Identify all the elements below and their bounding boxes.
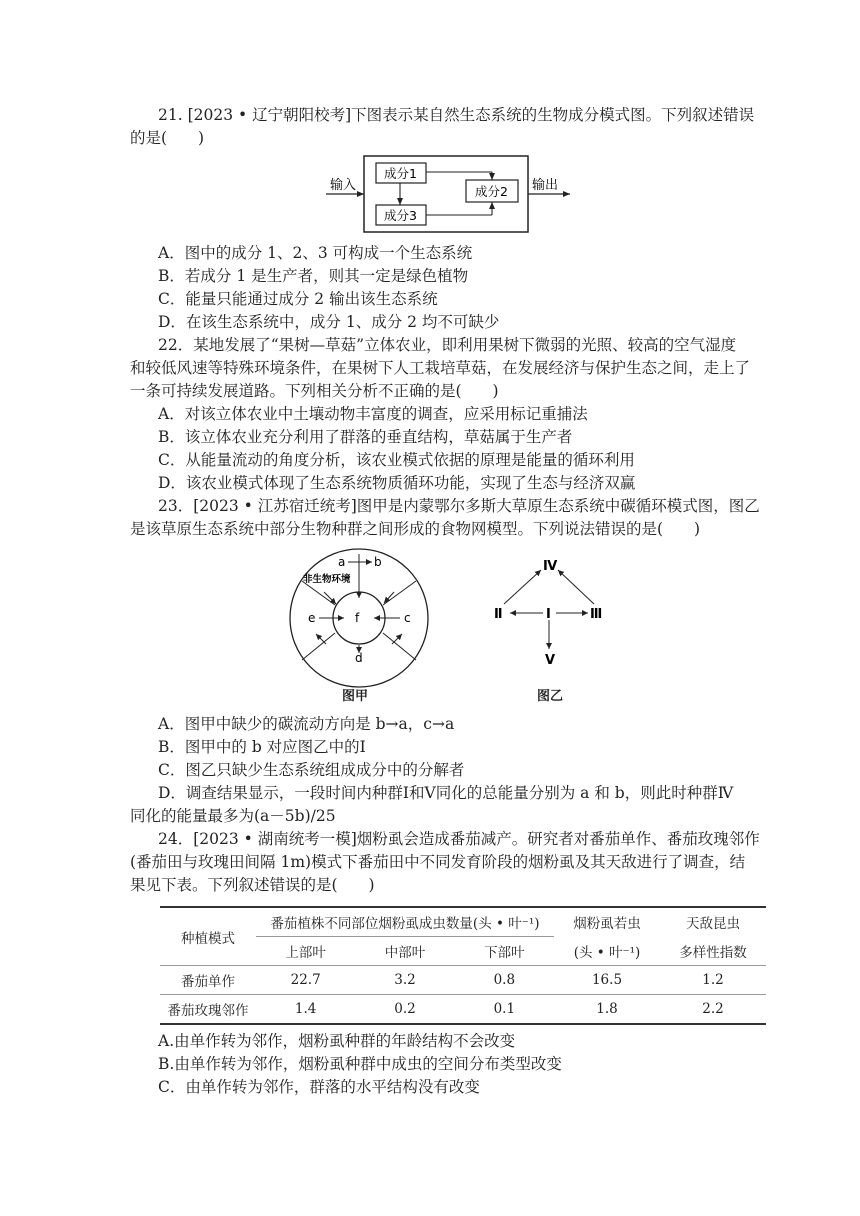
- node-e: e: [308, 611, 316, 625]
- node-a: a: [338, 555, 346, 569]
- component-2: 成分2: [475, 184, 508, 199]
- figure-a-carbon-cycle: [286, 548, 446, 708]
- header-enemy-line2: 多样性指数: [660, 937, 766, 966]
- node-f: f: [355, 611, 360, 625]
- table-row: [160, 995, 766, 1025]
- row-upper: 1.4: [256, 995, 355, 1025]
- table-row: [160, 966, 766, 995]
- header-upper-leaf: 上部叶: [256, 937, 355, 966]
- population-III: Ⅲ: [590, 607, 603, 622]
- population-I: Ⅰ: [546, 607, 551, 622]
- row-upper: 22.7: [256, 966, 355, 995]
- header-nymph-line2: (头 • 叶⁻¹): [554, 937, 660, 966]
- row-nymph: 16.5: [554, 966, 660, 995]
- q23-option-b: B．图甲中的 b 对应图乙中的Ⅰ: [158, 738, 366, 756]
- row-mode: 番茄单作: [160, 966, 256, 995]
- row-enemy: 1.2: [660, 966, 766, 995]
- q22-stem-line3: 一条可持续发展道路。下列相关分析不正确的是( ): [130, 382, 499, 400]
- population-II: Ⅱ: [494, 607, 503, 622]
- node-b: b: [374, 555, 382, 569]
- row-lower: 0.8: [455, 966, 554, 995]
- whitefly-survey-table: [160, 906, 766, 1025]
- header-nymph-line1: 烟粉虱若虫: [554, 907, 660, 937]
- q23-option-c: C．图乙只缺少生态系统组成成分中的分解者: [158, 761, 465, 779]
- diagram-output-label: 输出: [532, 178, 559, 193]
- header-enemy-line1: 天敌昆虫: [660, 907, 766, 937]
- q21-option-d: D．在该生态系统中，成分 1、成分 2 均不可缺少: [158, 313, 500, 331]
- header-adult-count: 番茄植株不同部位烟粉虱成虫数量(头 • 叶⁻¹): [256, 907, 554, 937]
- q22-option-a: A．对该立体农业中土壤动物丰富度的调查，应采用标记重捕法: [158, 405, 588, 423]
- q21-stem-line2: 的是( ): [130, 129, 205, 147]
- population-IV: Ⅳ: [543, 559, 558, 574]
- row-middle: 0.2: [355, 995, 454, 1025]
- q23-option-a: A．图甲中缺少的碳流动方向是 b→a，c→a: [158, 715, 455, 733]
- q24-stem-line3: 果见下表。下列叙述错误的是( ): [130, 876, 375, 894]
- q22-stem-line1: 22．某地发展了“果树—草菇”立体农业，即利用果树下微弱的光照、较高的空气湿度: [158, 336, 737, 354]
- q22-stem-line2: 和较低风速等特殊环境条件，在果树下人工栽培草菇，在发展经济与保护生态之间，走上了: [130, 359, 751, 377]
- q24-option-a: A.由单作转为邻作，烟粉虱种群的年龄结构不会改变: [158, 1032, 516, 1050]
- q21-option-c: C．能量只能通过成分 2 输出该生态系统: [158, 290, 438, 308]
- non-biotic-environment-label: 非生物环境: [303, 574, 351, 585]
- q21-option-a: A．图中的成分 1、2、3 可构成一个生态系统: [158, 244, 473, 262]
- figure-a-caption: 图甲: [342, 689, 369, 704]
- row-lower: 0.1: [455, 995, 554, 1025]
- diagram-input-label: 输入: [330, 178, 357, 193]
- q22-option-c: C．从能量流动的角度分析，该农业模式依据的原理是能量的循环利用: [158, 451, 635, 469]
- q24-stem-line1: 24．[2023 • 湖南统考一模]烟粉虱会造成番茄减产。研究者对番茄单作、番茄玫瑰邻作: [158, 830, 760, 848]
- q23-option-d-line1: D．调查结果显示，一段时间内种群Ⅰ和Ⅴ同化的总能量分别为 a 和 b，则此时种群Ⅳ: [158, 784, 734, 802]
- node-d: d: [355, 651, 363, 665]
- row-nymph: 1.8: [554, 995, 660, 1025]
- q23-option-d-line2: 同化的能量最多为(a－5b)/25: [130, 807, 336, 825]
- row-mode: 番茄玫瑰邻作: [160, 995, 256, 1025]
- row-enemy: 2.2: [660, 995, 766, 1025]
- q22-option-b: B．该立体农业充分利用了群落的垂直结构，草菇属于生产者: [158, 428, 573, 446]
- q24-option-b: B.由单作转为邻作，烟粉虱种群中成虫的空间分布类型改变: [158, 1055, 562, 1073]
- q23-stem-line2: 是该草原生态系统中部分生物种群之间形成的食物网模型。下列说法错误的是( ): [130, 520, 701, 538]
- header-lower-leaf: 下部叶: [455, 937, 554, 966]
- population-V: Ⅴ: [545, 653, 556, 668]
- q24-option-c: C．由单作转为邻作，群落的水平结构没有改变: [158, 1078, 480, 1096]
- component-1: 成分1: [384, 166, 417, 181]
- q24-stem-line2: (番茄田与玫瑰田间隔 1m)模式下番茄田中不同发育阶段的烟粉虱及其天敌进行了调查，结: [130, 853, 746, 871]
- figure-b-caption: 图乙: [537, 689, 564, 704]
- node-c: c: [404, 611, 411, 625]
- q21-option-b: B．若成分 1 是生产者，则其一定是绿色植物: [158, 267, 469, 285]
- q21-stem-line1: 21. [2023 • 辽宁朝阳校考]下图表示某自然生态系统的生物成分模式图。下列叙述错误: [158, 106, 755, 124]
- header-planting-mode: 种植模式: [160, 907, 256, 966]
- header-middle-leaf: 中部叶: [355, 937, 454, 966]
- q22-option-d: D．该农业模式体现了生态系统物质循环功能，实现了生态与经济双赢: [158, 474, 636, 492]
- q23-stem-line1: 23．[2023 • 江苏宿迁统考]图甲是内蒙鄂尔多斯大草原生态系统中碳循环模式图，图乙: [158, 497, 760, 515]
- row-middle: 3.2: [355, 966, 454, 995]
- q21-diagram: [320, 150, 580, 236]
- figure-b-food-web: [488, 552, 608, 672]
- component-3: 成分3: [384, 208, 417, 223]
